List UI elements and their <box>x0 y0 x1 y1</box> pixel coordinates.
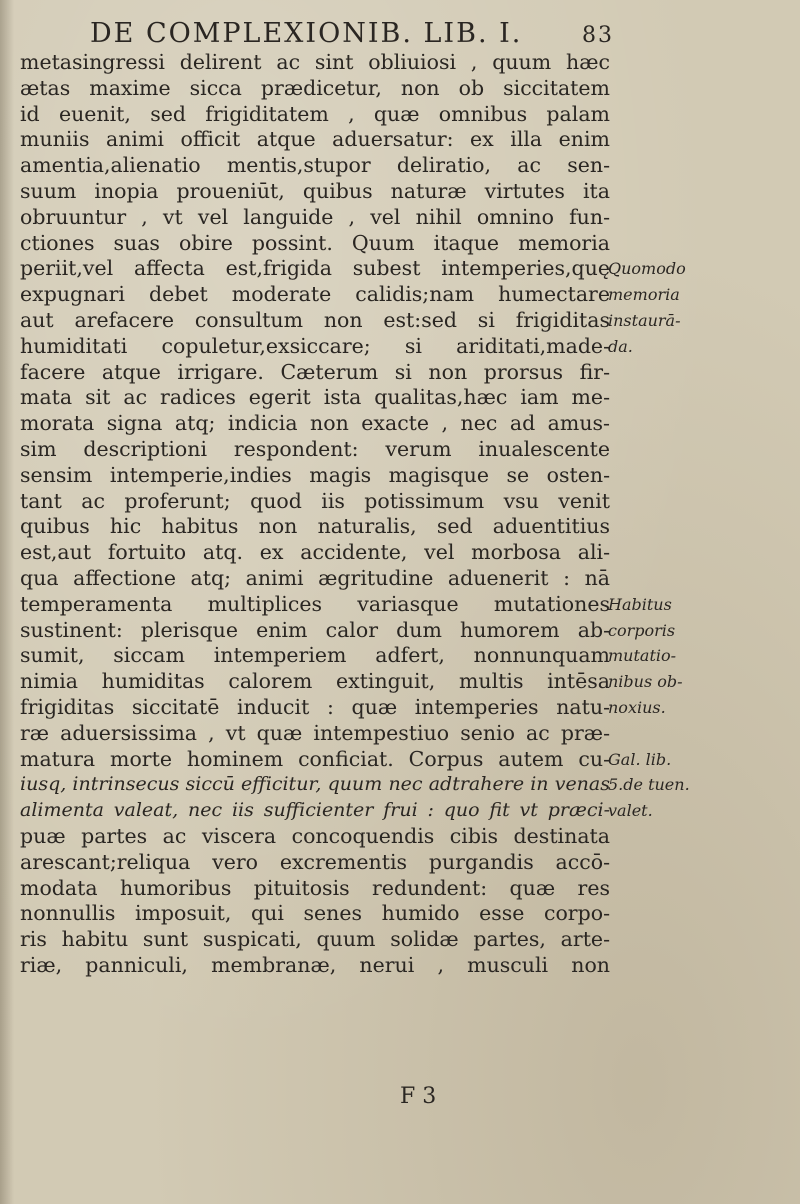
text-line: nimia humiditas calorem extinguit, multis intēsa <box>20 669 610 694</box>
text-line: iusq, intrinsecus siccū efficitur, quum nec adtrahere in venas <box>20 773 610 796</box>
text-line: sumit, siccam intemperiem adfert, nonnunquam <box>20 643 610 668</box>
text-line: facere atque irrigare. Cæterum si non prorsus fir- <box>20 359 610 384</box>
marginal-note <box>608 747 708 824</box>
text-line: riæ, panniculi, membranæ, nerui , musculi non <box>20 952 610 977</box>
marginal-note-line: nibus ob- <box>608 672 683 692</box>
text-line: alimenta valeat, nec iis sufficienter frui : quo fit vt præci- <box>20 799 610 822</box>
text-line: obruuntur , vt vel languide , vel nihil omnino fun- <box>20 204 610 229</box>
signature-mark: F 3 <box>400 1084 437 1109</box>
text-line: morata signa atq; indicia non exacte , nec ad amus- <box>20 411 610 436</box>
text-line: est,aut fortuito atq. ex accidente, vel morbosa ali- <box>20 540 610 565</box>
marginal-note-line: Habitus <box>608 594 672 614</box>
marginal-note-line: 5.de tuen. <box>608 775 690 795</box>
marginal-note-line: Gal. lib. <box>608 749 672 769</box>
text-line: mata sit ac radices egerit ista qualitas,hæc iam me- <box>20 385 610 410</box>
text-line: arescant;reliqua vero excrementis purgandis accō- <box>20 849 610 874</box>
text-line: quibus hic habitus non naturalis, sed aduentitius <box>20 514 610 539</box>
text-line: matura morte hominem conficiat. Corpus autem cu- <box>20 746 610 771</box>
text-line: temperamenta multiplices variasque mutationes <box>20 591 610 616</box>
page-edge-shadow <box>0 0 14 1204</box>
text-line: tant ac proferunt; quod iis potissimum vsu venit <box>20 488 610 513</box>
text-line: ris habitu sunt suspicati, quum solidæ partes, arte- <box>20 927 610 952</box>
text-line: ætas maxime sicca prædicetur, non ob siccitatem <box>20 75 610 100</box>
marginal-note-line: instaurā- <box>608 310 681 330</box>
marginal-note-line: corporis <box>608 620 676 640</box>
text-line: frigiditas siccitatē inducit : quæ intemperies natu- <box>20 694 610 719</box>
marginal-note-line: da. <box>608 336 633 356</box>
text-line: expugnari debet moderate calidis;nam humectare <box>20 282 610 307</box>
body-text <box>20 50 610 979</box>
text-line: modata humoribus pituitosis redundent: quæ res <box>20 875 610 900</box>
text-line: puæ partes ac viscera concoquendis cibis destinata <box>20 823 610 848</box>
text-line: muniis animi officit atque aduersatur: ex illa enim <box>20 127 610 152</box>
running-title: DE COMPLEXIONIB. LIB. I. <box>90 18 523 49</box>
marginal-note <box>608 256 708 359</box>
text-line: metasingressi delirent ac sint obliuiosi , quum hæc <box>20 50 610 74</box>
text-line: amentia,alienatio mentis,stupor deliratio, ac sen- <box>20 153 610 178</box>
text-line: sustinent: plerisque enim calor dum humorem ab- <box>20 617 610 642</box>
marginal-note <box>608 592 708 721</box>
text-line: ctiones suas obire possint. Quum itaque memoria <box>20 230 610 255</box>
page-number: 83 <box>582 23 614 48</box>
text-line: suum inopia proueniūt, quibus naturæ virtutes ita <box>20 178 610 203</box>
running-header <box>90 14 650 54</box>
text-line: ræ aduersissima , vt quæ intempestiuo senio ac præ- <box>20 720 610 745</box>
marginal-note-line: noxius. <box>608 697 666 717</box>
marginal-note-line: memoria <box>608 285 680 305</box>
text-line: qua affectione atq; animi ægritudine aduenerit : nā <box>20 565 610 590</box>
text-line: humiditati copuletur,exsiccare; si ariditati,made- <box>20 333 610 358</box>
text-line: sim descriptioni respondent: verum inualescente <box>20 436 610 461</box>
text-line: aut arefacere consultum non est:sed si frigiditas <box>20 307 610 332</box>
marginal-note-line: mutatio- <box>608 646 677 666</box>
text-line: id euenit, sed frigiditatem , quæ omnibus palam <box>20 101 610 126</box>
marginal-note-line: Quomodo <box>608 259 686 279</box>
marginal-note-line: valet. <box>608 801 653 821</box>
text-line: nonnullis imposuit, qui senes humido esse corpo- <box>20 901 610 926</box>
text-line: sensim intemperie,indies magis magisque se osten- <box>20 462 610 487</box>
text-line: periit,vel affecta est,frigida subest intemperies,quę <box>20 256 610 281</box>
